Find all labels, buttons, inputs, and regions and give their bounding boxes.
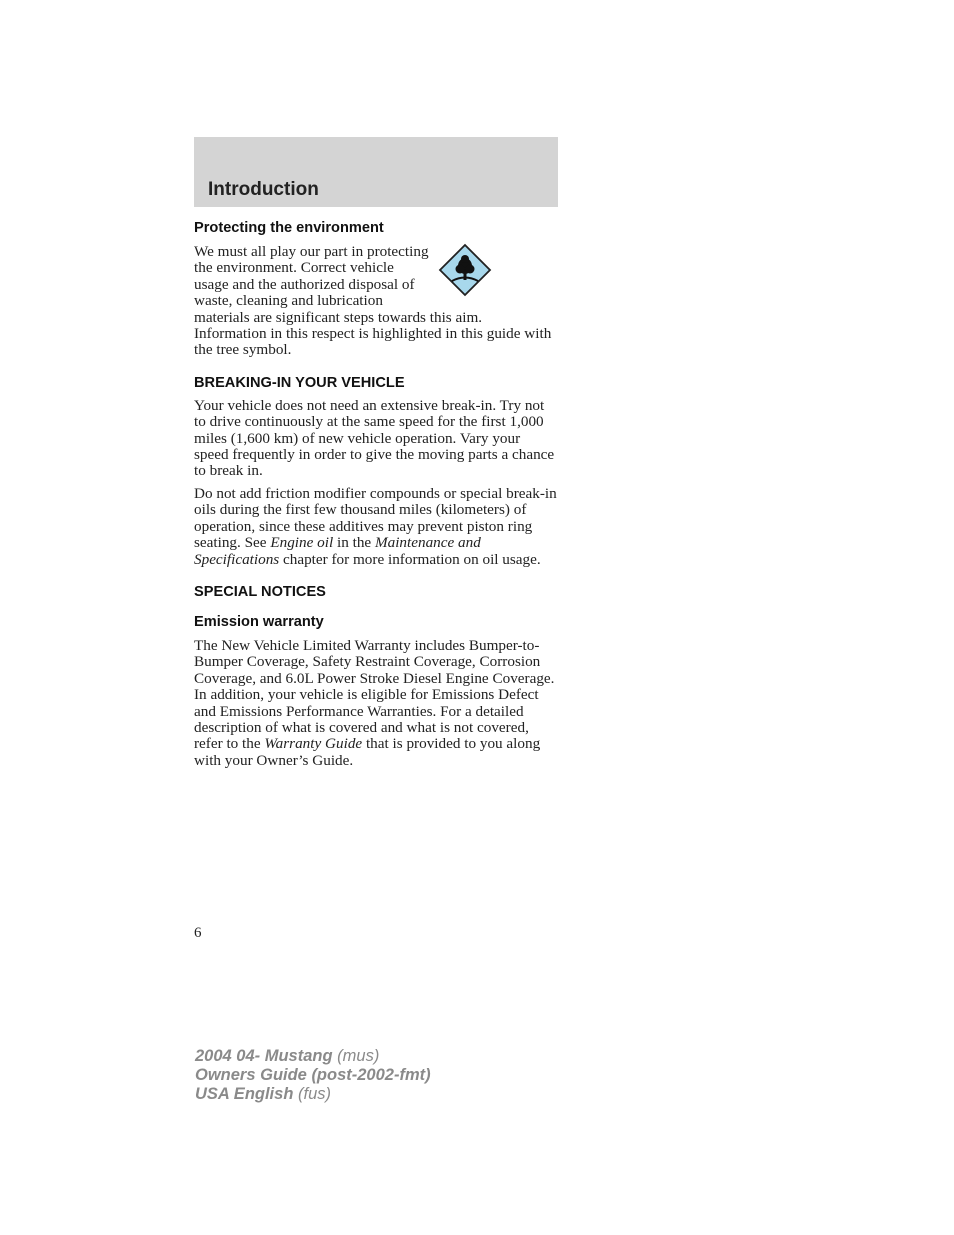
special-notices-heading: SPECIAL NOTICES bbox=[194, 583, 326, 600]
section-header-band bbox=[194, 137, 558, 207]
maintenance-chapter-reference: Maintenance and Specifications bbox=[194, 534, 481, 568]
footer-line-3: USA English (fus) bbox=[195, 1085, 331, 1103]
footer-line-2: Owners Guide (post-2002-fmt) bbox=[195, 1066, 431, 1084]
page-number: 6 bbox=[194, 925, 202, 941]
warranty-guide-reference: Warranty Guide bbox=[264, 735, 363, 753]
breaking-in-para-1: Your vehicle does not need an extensive break-in. Try not to drive continuously at the same speed for the first 1,000 miles (1,600 km) of new vehicle operation. Vary your speed frequently in order to give the moving parts a chance to break in. bbox=[194, 396, 555, 480]
engine-oil-reference: Engine oil bbox=[270, 534, 334, 552]
document-footer bbox=[195, 1047, 431, 1104]
protecting-text: We must all play our part in protecting the environment. Correct vehicle usage and the authorized disposal of waste, cleaning and lubrication materials are significant steps towards this aim. Information in this respect is highlighted in this guide with the tree symbol. bbox=[194, 243, 552, 359]
emission-warranty-heading: Emission warranty bbox=[194, 613, 324, 630]
breaking-in-heading: BREAKING-IN YOUR VEHICLE bbox=[194, 374, 405, 391]
tree-icon bbox=[438, 243, 492, 297]
footer-line-1: 2004 04- Mustang (mus) bbox=[195, 1047, 380, 1065]
section-title: Introduction bbox=[208, 179, 319, 200]
emission-warranty-text: The New Vehicle Limited Warranty includes Bumper-to-Bumper Coverage, Safety Restraint Coverage, Corrosion Coverage, and 6.0L Power Stroke Diesel Engine Coverage. In addition, your vehicle is eligible for Emissions Defect and Emissions Performance Warranties. For a detailed description of what is covered and what is not covered, refer to the Warranty Guide that is provided to you along with your Owner’s Guide. bbox=[194, 636, 555, 769]
protecting-heading: Protecting the environment bbox=[194, 220, 384, 236]
breaking-in-para-2: Do not add friction modifier compounds or special break-in oils during the first few thousand miles (kilometers) of operation, since these additives may prevent piston ring seating. See Engine oil in the Maintenance and Specifications chapter for more information on oil usage. bbox=[194, 484, 557, 568]
page-content bbox=[194, 219, 558, 769]
